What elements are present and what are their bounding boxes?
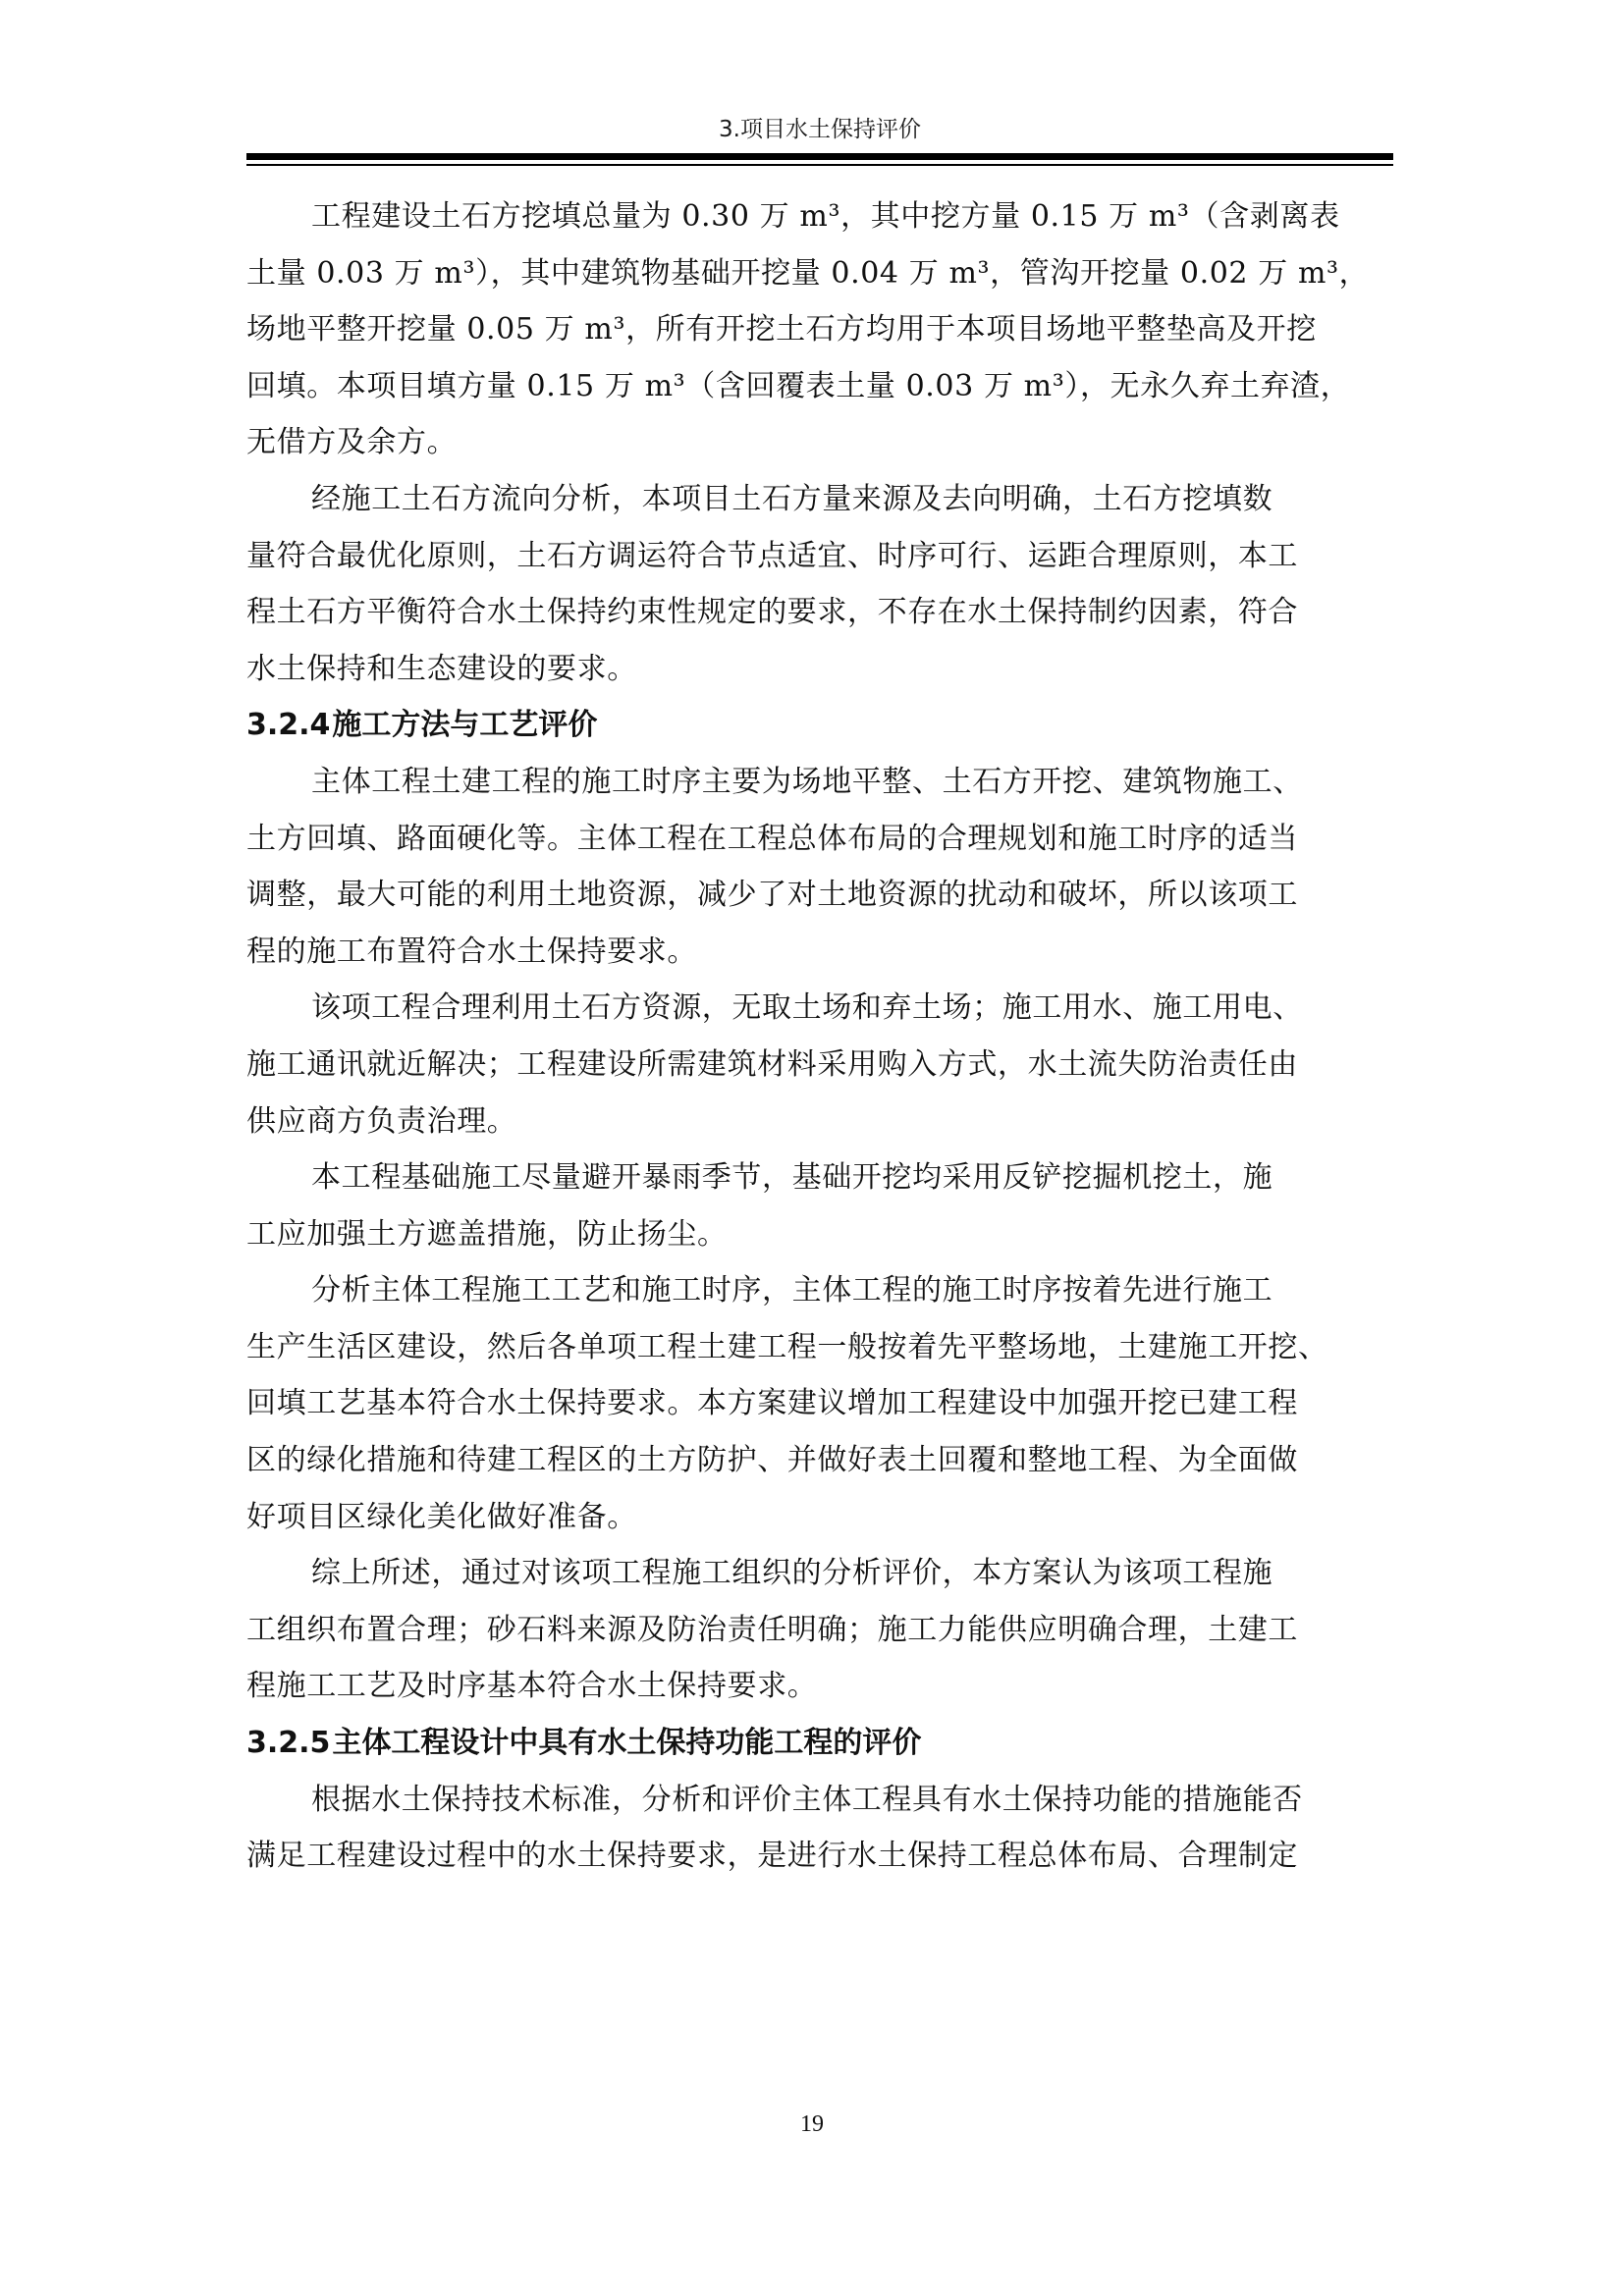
header-rule-thin [246,164,1393,166]
paragraph-earthwork-flow-analysis: 经施工土石方流向分析，本项目土石方量来源及去向明确，土石方挖填数 量符合最优化原则，土石方调运符合节点适宜、时序可行、运距合理原则，本工 程土石方平衡符合水土保持约束性规定的要求，不存在水土保持制约因素，符合 水土保持和生态建设的要求。 [246,481,1298,686]
paragraph-standards-evaluation: 根据水土保持技术标准，分析和评价主体工程具有水土保持功能的措施能否 满足工程建设过程中的水土保持要求，是进行水土保持工程总体布局、合理制定 [246,1782,1303,1874]
section-number: 3.2.5 [246,1726,331,1761]
paragraph-earthwork-volume: 工程建设土石方挖填总量为 0.30 万 m³，其中挖方量 0.15 万 m³（含剥离表 土量 0.03 万 m³），其中建筑物基础开挖量 0.04 万 m³，管沟开挖量 0.02 万 m³， 场地平整开挖量 0.05 万 m³，所有开挖土石方均用于本项目场地平整垫高及开挖 回填。本项目填方量 0.15 万 m³（含回覆表土量 0.03 万 m³），无永久弃土弃渣， 无借方及余方。 [246,199,1370,460]
page-number: 19 [800,2111,824,2137]
section-heading-3-2-4 [246,697,1393,754]
paragraph-resource-use: 该项工程合理利用土石方资源，无取土场和弃土场；施工用水、施工用电、 施工通讯就近解决；工程建设所需建筑材料采用购入方式，水土流失防治责任由 供应商方负责治理。 [246,990,1303,1139]
section-title: 施工方法与工艺评价 [332,708,598,743]
paragraph-summary: 综上所述，通过对该项工程施工组织的分析评价，本方案认为该项工程施 工组织布置合理；砂石料来源及防治责任明确；施工力能供应明确合理，土建工 程施工工艺及时序基本符合水土保持要求。 [246,1556,1298,1704]
paragraph-construction-sequence: 主体工程土建工程的施工时序主要为场地平整、土石方开挖、建筑物施工、 土方回填、路面硬化等。主体工程在工程总体布局的合理规划和施工时序的适当 调整，最大可能的利用土地资源，减少了对土地资源的扰动和破坏，所以该项工 程的施工布置符合水土保持要求。 [246,764,1303,969]
page-body [246,188,1393,1885]
paragraph-process-analysis: 分析主体工程施工工艺和施工时序，主体工程的施工时序按着先进行施工 生产生活区建设，然后各单项工程土建工程一般按着先平整场地，土建施工开挖、 回填工艺基本符合水土保持要求。本方案建议增加工程建设中加强开挖已建工程 区的绿化措施和待建工程区的土方防护、并做好表土回覆和整地工程、为全面做 好项目区绿化美化做好准备。 [246,1273,1328,1534]
section-number: 3.2.4 [246,708,331,743]
running-header: 3.项目水土保持评价 [719,117,921,142]
section-title: 主体工程设计中具有水土保持功能工程的评价 [332,1726,922,1761]
paragraph-foundation-works: 本工程基础施工尽量避开暴雨季节，基础开挖均采用反铲挖掘机挖土，施 工应加强土方遮盖措施，防止扬尘。 [246,1160,1273,1252]
header-rule-thick [246,153,1393,160]
section-heading-3-2-5 [246,1715,1393,1772]
